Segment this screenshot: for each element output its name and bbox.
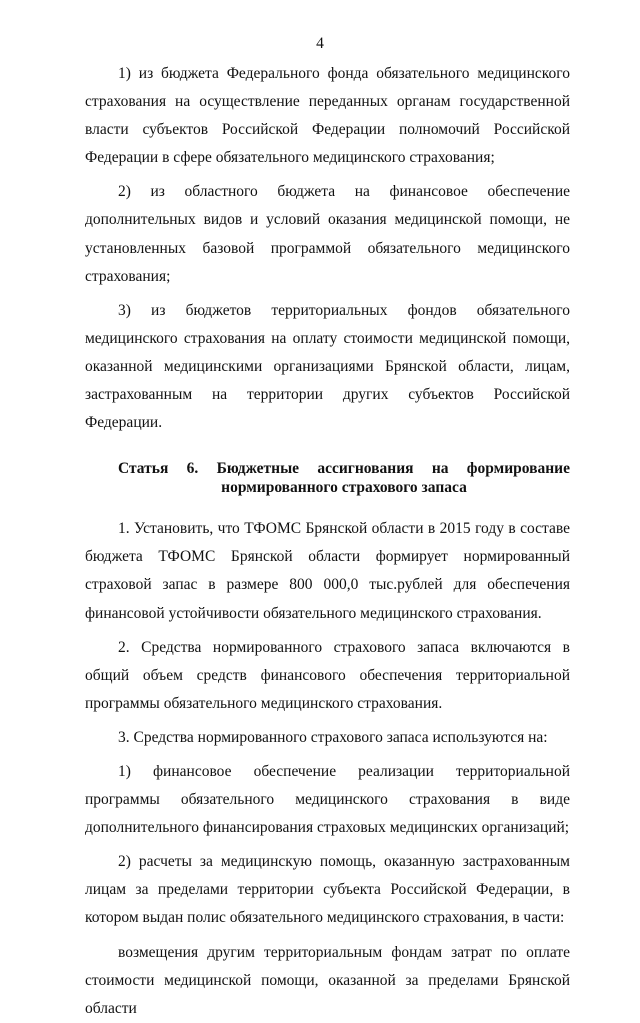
paragraph: 1) финансовое обеспечение реализации территориальной программы обязательного медицинского страхования в виде дополнительного финансирования страховых медицинских организаций; bbox=[85, 762, 570, 837]
paragraph: возмещения другим территориальным фондам затрат по оплате стоимости медицинской помощи, оказанной за пределами Брянской области bbox=[85, 943, 570, 1017]
paragraph: 3) из бюджетов территориальных фондов обязательного медицинского страхования на оплату стоимости медицинской помощи, оказанной медицинскими организациями Брянской области, лицам, застрахованным на территории других субъектов Российской Федерации. bbox=[85, 301, 570, 432]
paragraph: 2. Средства нормированного страхового запаса включаются в общий объем средств финансового обеспечения территориальной программы обязательного медицинского страхования. bbox=[85, 638, 570, 712]
document-body bbox=[85, 60, 570, 1023]
article-heading: Статья 6. Бюджетные ассигнования на формирование нормированного страхового запаса bbox=[118, 460, 570, 497]
page-number: 4 bbox=[316, 35, 324, 52]
paragraph: 1) из бюджета Федерального фонда обязательного медицинского страхования на осуществление переданных органам государственной власти субъектов Российской Федерации полномочий Российской Федерации в сфере обязательного медицинского страхования; bbox=[85, 65, 570, 167]
paragraph: 1. Установить, что ТФОМС Брянской области в 2015 году в составе бюджета ТФОМС Брянской области формирует нормированный страховой запас в размере 800 000,0 тыс.рублей для обеспечения финансовой устойчивости обязательного медицинского страхования. bbox=[85, 520, 570, 622]
paragraph: 3. Средства нормированного страхового запаса используются на: bbox=[118, 728, 548, 746]
paragraph: 2) из областного бюджета на финансовое обеспечение дополнительных видов и условий оказания медицинской помощи, не установленных базовой программой обязательного медицинского страхования; bbox=[85, 183, 570, 285]
paragraph: 2) расчеты за медицинскую помощь, оказанную застрахованным лицам за пределами территории субъекта Российской Федерации, в котором выдан полис обязательного медицинского страхования, в части: bbox=[85, 853, 570, 927]
